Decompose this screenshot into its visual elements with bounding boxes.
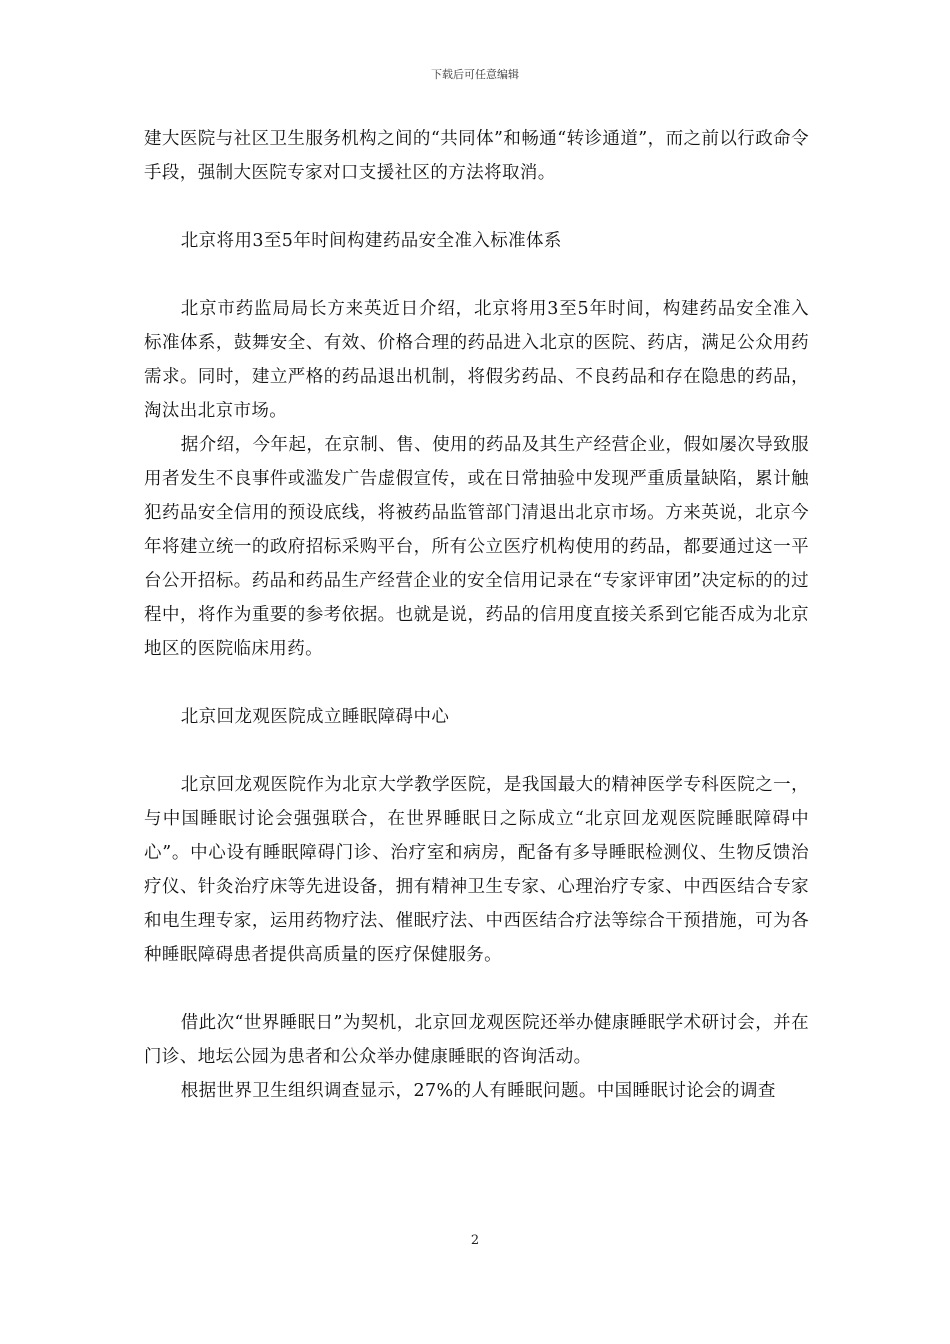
page-header: 下载后可任意编辑 (431, 68, 519, 81)
page-number: 2 (470, 1233, 480, 1248)
paragraph-sleep-2: 借此次“世界睡眠日”为契机，北京回龙观医院还举办健康睡眠学术研讨会，并在门诊、地坛公园为患者和公众举办健康睡眠的咨询活动。 (144, 1013, 809, 1067)
document-body (144, 122, 809, 1108)
paragraph-drug-2: 据介绍，今年起，在京制、售、使用的药品及其生产经营企业，假如屡次导致服用者发生不良事件或滥发广告虚假宣传，或在日常抽验中发现严重质量缺陷，累计触犯药品安全信用的预设底线，将被药品监管部门清退出北京市场。方来英说，北京今年将建立统一的政府招标采购平台，所有公立医疗机构使用的药品，都要通过这一平台公开招标。药品和药品生产经营企业的安全信用记录在“专家评审团”决定标的的过程中，将作为重要的参考依据。也就是说，药品的信用度直接关系到它能否成为北京地区的医院临床用药。 (144, 435, 809, 659)
paragraph-sleep-3: 根据世界卫生组织调查显示，27%的人有睡眠问题。中国睡眠讨论会的调查 (180, 1081, 776, 1101)
spacer (144, 666, 809, 700)
section-heading-sleep-center: 北京回龙观医院成立睡眠障碍中心 (180, 707, 450, 727)
spacer (144, 190, 809, 224)
spacer (144, 258, 809, 292)
paragraph-intro: 建大医院与社区卫生服务机构之间的“共同体”和畅通“转诊通道”，而之前以行政命令手段，强制大医院专家对口支援社区的方法将取消。 (144, 129, 809, 183)
spacer (144, 734, 809, 768)
section-heading-drug-standard: 北京将用3至5年时间构建药品安全准入标准体系 (180, 231, 562, 251)
paragraph-sleep-1: 北京回龙观医院作为北京大学教学医院，是我国最大的精神医学专科医院之一，与中国睡眠讨论会强强联合，在世界睡眠日之际成立“北京回龙观医院睡眠障碍中心”。中心设有睡眠障碍门诊、治疗室和病房，配备有多导睡眠检测仪、生物反馈治疗仪、针灸治疗床等先进设备，拥有精神卫生专家、心理治疗专家、中西医结合专家和电生理专家，运用药物疗法、催眠疗法、中西医结合疗法等综合干预措施，可为各种睡眠障碍患者提供高质量的医疗保健服务。 (144, 775, 809, 965)
paragraph-drug-1: 北京市药监局局长方来英近日介绍，北京将用3至5年时间，构建药品安全准入标准体系，鼓舞安全、有效、价格合理的药品进入北京的医院、药店，满足公众用药需求。同时，建立严格的药品退出机制，将假劣药品、不良药品和存在隐患的药品，淘汰出北京市场。 (144, 299, 809, 421)
spacer (144, 972, 809, 1006)
